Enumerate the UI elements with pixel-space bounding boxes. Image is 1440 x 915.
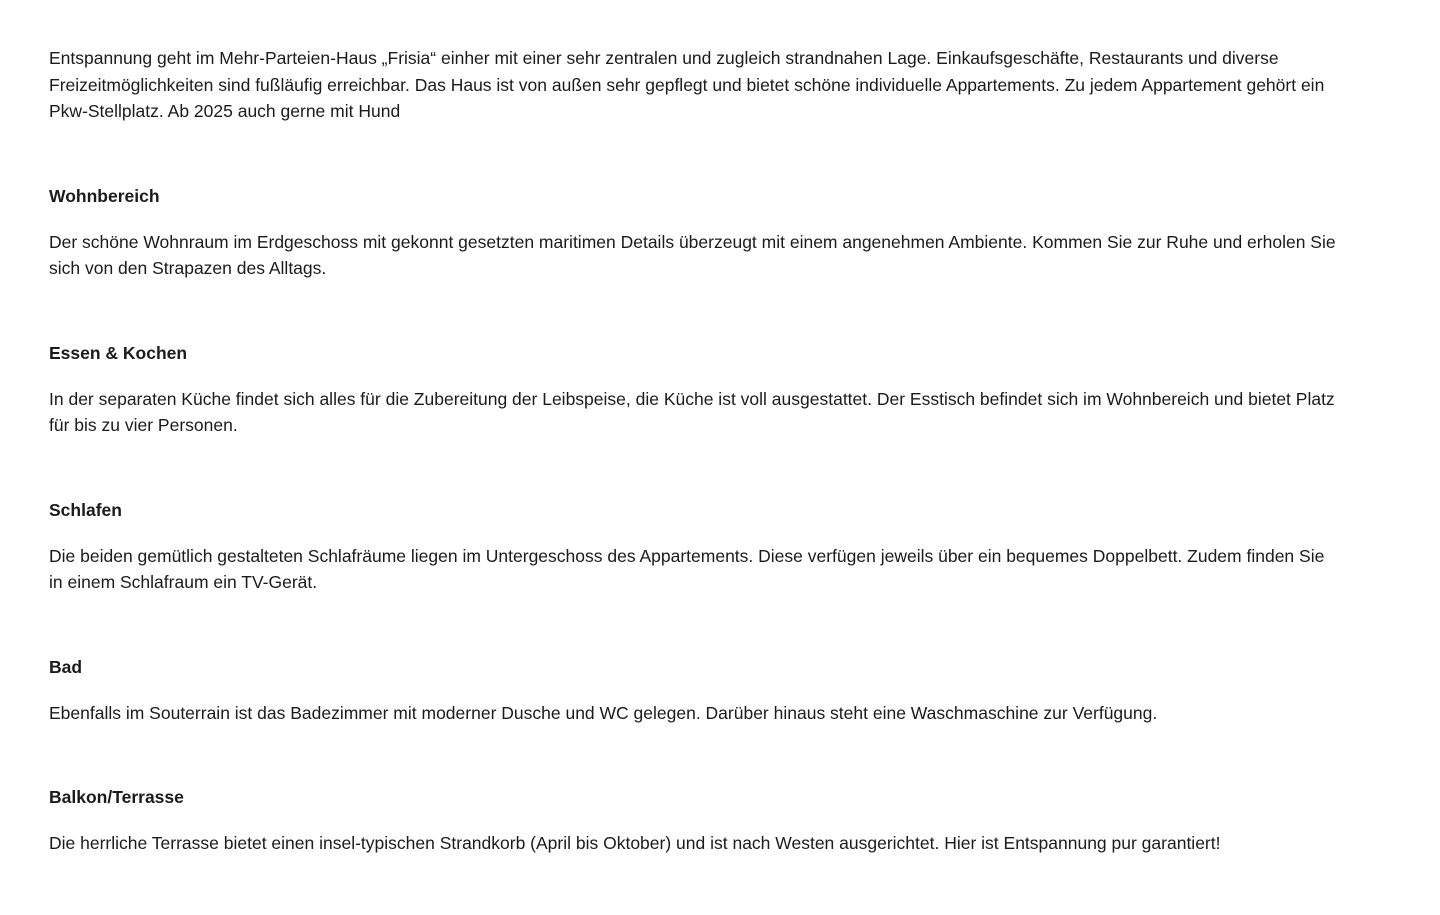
section-schlafen bbox=[49, 499, 1339, 596]
section-bad bbox=[49, 656, 1339, 727]
section-body-wohnbereich: Der schöne Wohnraum im Erdgeschoss mit gekonnt gesetzten maritimen Details überzeugt mit einem angenehmen Ambiente. Kommen Sie zur Ruhe und erholen Sie sich von den Strapazen des Alltags. bbox=[49, 231, 1336, 278]
section-body-essen-kochen: In der separaten Küche findet sich alles für die Zubereitung der Leibspeise, die Küche ist voll ausgestattet. Der Esstisch befindet sich im Wohnbereich und bietet Platz für bis zu vier Personen. bbox=[49, 388, 1335, 435]
section-balkon-terrasse bbox=[49, 786, 1339, 857]
section-essen-kochen bbox=[49, 342, 1339, 439]
section-heading-essen-kochen: Essen & Kochen bbox=[49, 342, 188, 363]
section-body-schlafen: Die beiden gemütlich gestalteten Schlafräume liegen im Untergeschoss des Appartements. Diese verfügen jeweils über ein bequemes Doppelbett. Zudem finden Sie in einem Schlafraum ein TV-Gerät. bbox=[49, 545, 1325, 592]
section-heading-wohnbereich: Wohnbereich bbox=[49, 185, 160, 206]
intro-paragraph: Entspannung geht im Mehr-Parteien-Haus „Frisia“ einher mit einer sehr zentralen und zugleich strandnahen Lage. Einkaufsgeschäfte, Restaurants und diverse Freizeitmöglichkeiten sind fußläufig erreichbar. Das Haus ist von außen sehr gepflegt und bietet schöne individuelle Appartements. Zu jedem Appartement gehört ein Pkw-Stellplatz. Ab 2025 auch gerne mit Hund bbox=[49, 48, 1325, 121]
section-body-bad: Ebenfalls im Souterrain ist das Badezimmer mit moderner Dusche und WC gelegen. Darüber hinaus steht eine Waschmaschine zur Verfügung. bbox=[49, 702, 1158, 723]
section-heading-bad: Bad bbox=[49, 656, 83, 677]
section-body-balkon-terrasse: Die herrliche Terrasse bietet einen insel-typischen Strandkorb (April bis Oktober) und ist nach Westen ausgerichtet. Hier ist Entspannung pur garantiert! bbox=[49, 833, 1221, 853]
section-heading-schlafen: Schlafen bbox=[49, 499, 122, 520]
document-content bbox=[49, 45, 1339, 857]
section-wohnbereich bbox=[49, 185, 1339, 282]
section-heading-balkon-terrasse: Balkon/Terrasse bbox=[49, 787, 184, 807]
